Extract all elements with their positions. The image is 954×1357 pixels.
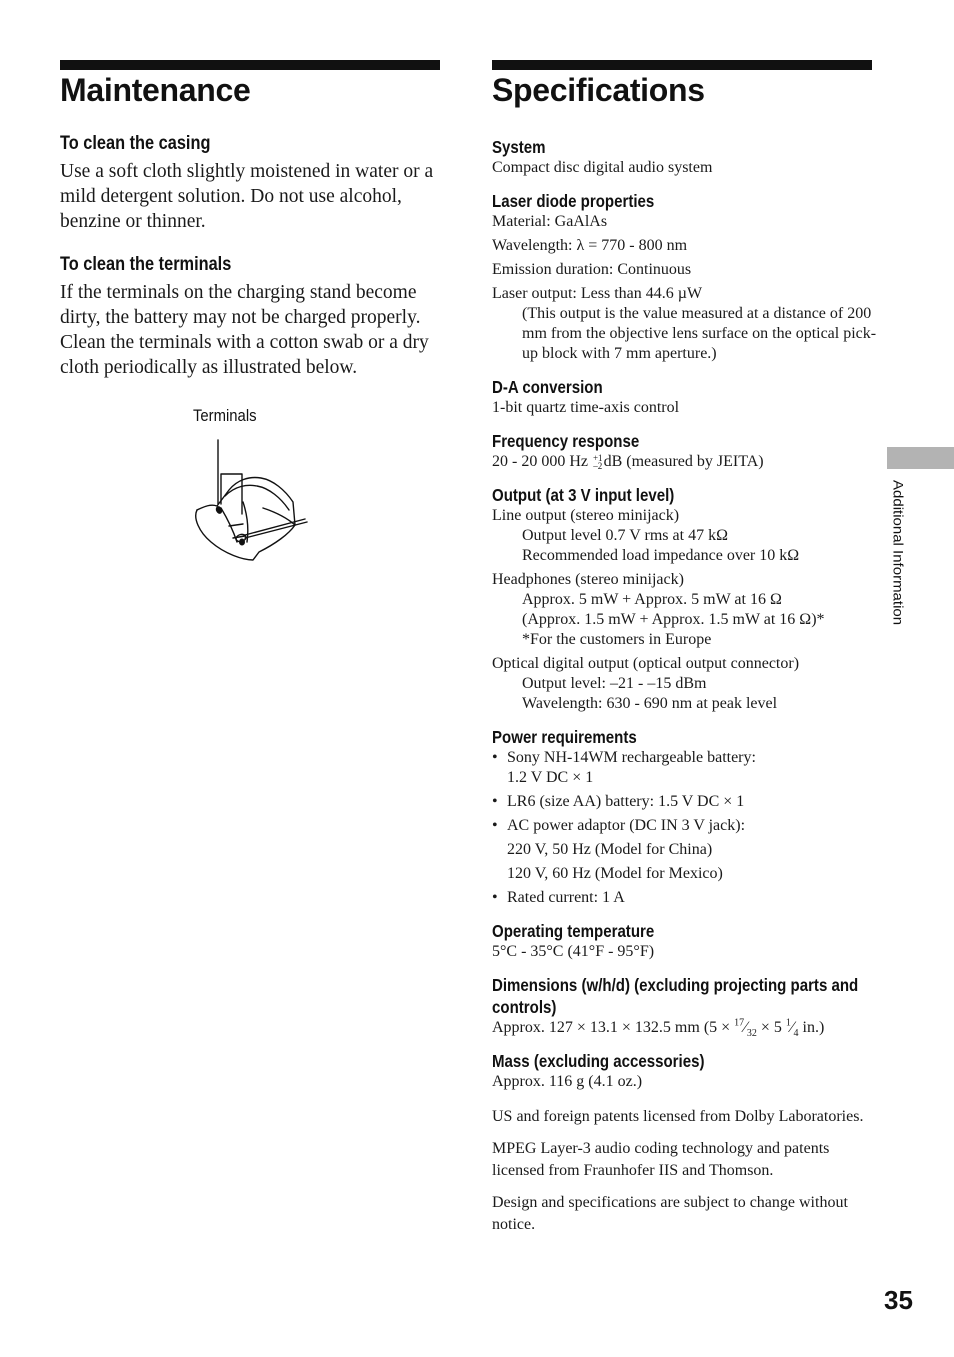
spec-note: (This output is the value measured at a distance of 200 mm from the objective lens surface on the optical pick-up block with 7 mm aperture.) (522, 305, 877, 362)
list-item (492, 748, 877, 768)
spec-value: Optical digital output (optical output connector) (492, 655, 800, 672)
spec-heading: Power requirements (492, 727, 637, 747)
list-item-text: LR6 (size AA) battery: 1.5 V DC × 1 (507, 793, 745, 810)
spec-output (492, 484, 877, 714)
list-item-sub: 220 V, 50 Hz (Model for China) (507, 841, 713, 858)
spec-heading: Output (at 3 V input level) (492, 485, 675, 505)
freq-range: 20 - 20 000 Hz (492, 453, 592, 470)
spec-value (492, 452, 877, 472)
fraction-denominator: 4 (793, 1028, 799, 1040)
spec-heading: Mass (excluding accessories) (492, 1051, 705, 1071)
spec-dimensions (492, 974, 877, 1038)
dims-text-2: × 5 (756, 1019, 786, 1036)
list-item-text: Rated current: 1 A (507, 889, 625, 906)
change-notice: Design and specifications are subject to change without notice. (492, 1194, 848, 1233)
charging-stand-illustration (185, 432, 315, 567)
spec-value: Line output (stereo minijack) (492, 507, 680, 524)
spec-heading: Operating temperature (492, 921, 655, 941)
dims-text-3: in.) (798, 1019, 825, 1036)
section-tab-label: Additional Information (889, 480, 906, 626)
maintenance-rule (60, 60, 440, 70)
spec-heading: D-A conversion (492, 377, 603, 397)
fraction-numerator: 1 (785, 1017, 791, 1029)
page-number: 35 (884, 1285, 913, 1315)
specifications-rule (492, 60, 872, 70)
spec-laser (492, 190, 877, 364)
spec-value: Wavelength: 630 - 690 nm at peak level (522, 695, 778, 712)
list-item (492, 816, 877, 836)
spec-value: Emission duration: Continuous (492, 261, 692, 278)
spec-value: Approx. 127 × 13.1 × 132.5 mm ($5 \times ^{17}⁄_{32} \times 5$ $^1⁄_4$ in.) (492, 1017, 825, 1040)
list-item-sub: 120 V, 60 Hz (Model for Mexico) (507, 865, 723, 882)
spec-value: Laser output: Less than 44.6 µW (492, 285, 703, 302)
maintenance-section (60, 133, 445, 400)
freq-tolerance (593, 454, 603, 470)
list-item-text: Sony NH-14WM rechargeable battery: (507, 749, 756, 766)
list-item-sub: 1.2 V DC × 1 (507, 769, 594, 786)
spec-value: Output level 0.7 V rms at 47 kΩ (522, 527, 728, 544)
spec-heading: Laser diode properties (492, 191, 655, 211)
spec-heading: System (492, 137, 546, 157)
spec-heading: Frequency response (492, 431, 640, 451)
specifications-title: Specifications (492, 72, 705, 108)
fraction-numerator: 17 (734, 1017, 745, 1029)
spec-da-conversion (492, 376, 877, 418)
spec-value: 5°C - 35°C (41°F - 95°F) (492, 943, 655, 960)
spec-value: 1-bit quartz time-axis control (492, 399, 680, 416)
bullet: • (492, 817, 498, 834)
bullet: • (492, 889, 498, 906)
spec-power (492, 726, 877, 908)
freq-tol-minus: –2 (593, 461, 603, 472)
clean-terminals-text: If the terminals on the charging stand become dirty, the battery may not be charged properly. Clean the terminals with a cotton swab or a dry cloth periodically as illustrated below. (60, 282, 429, 378)
spec-value: (Approx. 1.5 mW + Approx. 1.5 mW at 16 Ω)* (522, 611, 825, 628)
dims-text-1: Approx. 127 × 13.1 × 132.5 mm (5 × (492, 1019, 735, 1036)
bullet: • (492, 793, 498, 810)
spec-mass (492, 1050, 877, 1092)
spec-value: Wavelength: λ = 770 - 800 nm (492, 237, 688, 254)
spec-heading: Dimensions (w/h/d) (excluding projecting parts and controls) (492, 975, 859, 1017)
list-item-text: AC power adaptor (DC IN 3 V jack): (507, 817, 746, 834)
spec-value: Output level: –21 - –15 dBm (522, 675, 707, 692)
maintenance-title: Maintenance (60, 72, 251, 108)
section-tab (887, 447, 954, 469)
spec-note: *For the customers in Europe (522, 631, 712, 648)
spec-value: Material: GaAlAs (492, 213, 608, 230)
specifications-section (492, 136, 877, 1246)
list-item (492, 888, 877, 908)
freq-tol-plus: +1 (592, 453, 603, 464)
spec-value: Recommended load impedance over 10 kΩ (522, 547, 800, 564)
spec-value: Approx. 116 g (4.1 oz.) (492, 1073, 643, 1090)
patent-note-mpeg: MPEG Layer-3 audio coding technology and patents licensed from Fraunhofer IIS and Thomson. (492, 1140, 830, 1179)
spec-operating-temperature (492, 920, 877, 962)
clean-casing-text: Use a soft cloth slightly moistened in water or a mild detergent solution. Do not use alcohol, benzine or thinner. (60, 161, 434, 232)
spec-value: Compact disc digital audio system (492, 159, 713, 176)
patent-note-dolby: US and foreign patents licensed from Dolby Laboratories. (492, 1108, 864, 1125)
spec-frequency-response (492, 430, 877, 472)
fraction-denominator: 32 (746, 1028, 757, 1040)
spec-value: Approx. 5 mW + Approx. 5 mW at 16 Ω (522, 591, 782, 608)
terminals-label: Terminals (193, 407, 257, 425)
freq-unit: dB (measured by JEITA) (603, 453, 764, 470)
clean-terminals-heading: To clean the terminals (60, 254, 232, 275)
bullet: • (492, 749, 498, 766)
clean-casing-heading: To clean the casing (60, 133, 211, 154)
spec-value: Headphones (stereo minijack) (492, 571, 684, 588)
list-item (492, 792, 877, 812)
spec-system (492, 136, 877, 178)
